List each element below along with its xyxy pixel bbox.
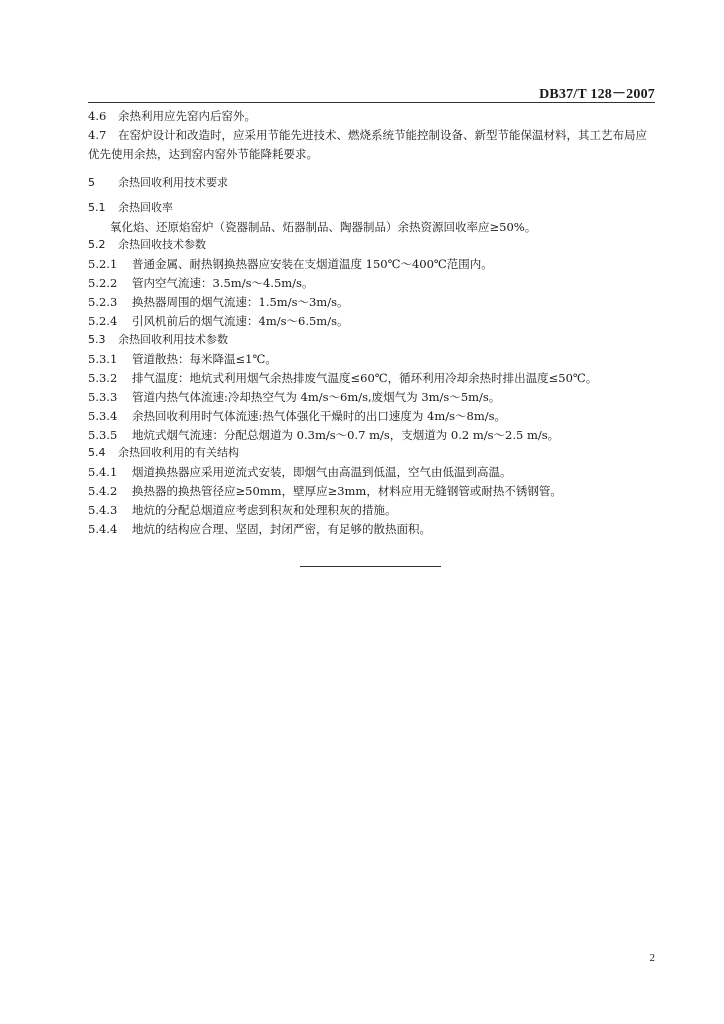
- clause-text: 地炕的分配总烟道应考虑到积灰和处理积灰的措施。: [132, 503, 397, 518]
- clause-5-2-1: [88, 255, 656, 274]
- clause-text: 余热回收利用时气体流速:热气体强化干燥时的出口速度为 4m/s～8m/s。: [132, 408, 507, 423]
- clause-5-3-2: [88, 369, 656, 388]
- clause-number: 5.2.2: [88, 276, 118, 291]
- clause-5-4-3: [88, 501, 656, 520]
- clause-text: 在窑炉设计和改造时，应采用节能先进技术、燃烧系统节能控制设备、新型节能保温材料，其工艺布局应优先使用余热，达到窑内窑外节能降耗要求。: [88, 127, 647, 161]
- section-number: 5.4: [88, 446, 106, 460]
- clause-4-7: [88, 126, 656, 164]
- clause-5-2-4: [88, 312, 656, 331]
- clause-text: 引风机前后的烟气流速：4m/s～6.5m/s。: [132, 314, 349, 329]
- clause-number: 5.3.1: [88, 351, 118, 366]
- section-title: 余热回收技术参数: [118, 238, 206, 252]
- clause-text: 地炕式烟气流速：分配总烟道为 0.3m/s～0.7 m/s，支烟道为 0.2 m/s～2.5 m/s。: [132, 427, 560, 442]
- clause-5-4-4: [88, 520, 656, 539]
- end-of-text-rule: [300, 566, 441, 567]
- clause-text: 普通金属、耐热钢换热器应安装在支烟道温度 150℃～400℃范围内。: [132, 257, 493, 272]
- section-5-1-heading: [88, 199, 656, 218]
- section-number: 5.2: [88, 238, 106, 252]
- clause-5-3-3: [88, 388, 656, 407]
- clause-text: 排气温度：地炕式利用烟气余热排废气温度≤60℃，循环利用冷却余热时排出温度≤50℃。: [132, 370, 598, 385]
- section-title: 余热回收率: [118, 200, 173, 214]
- section-title: 余热回收利用技术参数: [118, 332, 228, 346]
- clause-number: 5.3.3: [88, 389, 118, 404]
- clause-number: 5.4.1: [88, 465, 118, 480]
- clause-number: 5.3.2: [88, 370, 118, 385]
- clause-text: 换热器周围的烟气流速：1.5m/s～3m/s。: [132, 295, 349, 310]
- clause-number: 5.4.4: [88, 522, 118, 537]
- clause-text: 烟道换热器应采用逆流式安装，即烟气由高温到低温，空气由低温到高温。: [132, 465, 512, 480]
- clause-text: 换热器的换热管径应≥50mm，壁厚应≥3mm，材料应用无缝钢管或耐热不锈钢管。: [132, 484, 562, 499]
- header-rule: [88, 102, 655, 103]
- clause-number: 5.3.5: [88, 427, 118, 442]
- clause-5-4-2: [88, 482, 656, 501]
- section-number: 5: [88, 175, 95, 189]
- section-5-heading: [88, 174, 656, 193]
- clause-5-2-3: [88, 293, 656, 312]
- section-5-2-heading: [88, 236, 656, 255]
- standard-code: DB37/T 128－2007: [539, 87, 655, 102]
- section-title: 余热回收利用技术要求: [118, 175, 228, 189]
- section-number: 5.3: [88, 332, 106, 346]
- clause-text: 管道内热气体流速:冷却热空气为 4m/s～6m/s,废烟气为 3m/s～5m/s。: [132, 389, 501, 404]
- clause-text: 管道散热：每米降温≤1℃。: [132, 351, 277, 366]
- section-title: 余热回收利用的有关结构: [118, 446, 239, 460]
- clause-number: 5.2.4: [88, 314, 118, 329]
- clause-5-2-2: [88, 274, 656, 293]
- page-number: 2: [649, 952, 655, 964]
- clause-number: 5.3.4: [88, 408, 118, 423]
- clause-number: 5.4.3: [88, 503, 118, 518]
- section-5-4-heading: [88, 444, 656, 463]
- clause-4-6: [88, 107, 656, 126]
- document-body: [88, 107, 656, 539]
- section-5-3-heading: [88, 331, 656, 350]
- clause-number: 4.6: [88, 109, 107, 123]
- clause-5-3-5: [88, 426, 656, 445]
- clause-number: 5.2.1: [88, 257, 118, 272]
- clause-text: 地炕的结构应合理、坚固，封闭严密，有足够的散热面积。: [132, 522, 431, 537]
- clause-text: 管内空气流速：3.5m/s～4.5m/s。: [132, 276, 314, 291]
- clause-number: 4.7: [88, 127, 107, 142]
- clause-5-3-1: [88, 350, 656, 369]
- clause-number: 5.4.2: [88, 484, 118, 499]
- section-5-1-body: 氧化焰、还原焰窑炉（瓷器制品、炻器制品、陶器制品）余热资源回收率应≥50%。: [110, 219, 537, 234]
- clause-text: 余热利用应先窑内后窑外。: [118, 109, 256, 123]
- clause-number: 5.2.3: [88, 295, 118, 310]
- clause-5-4-1: [88, 463, 656, 482]
- section-number: 5.1: [88, 200, 106, 214]
- clause-5-3-4: [88, 407, 656, 426]
